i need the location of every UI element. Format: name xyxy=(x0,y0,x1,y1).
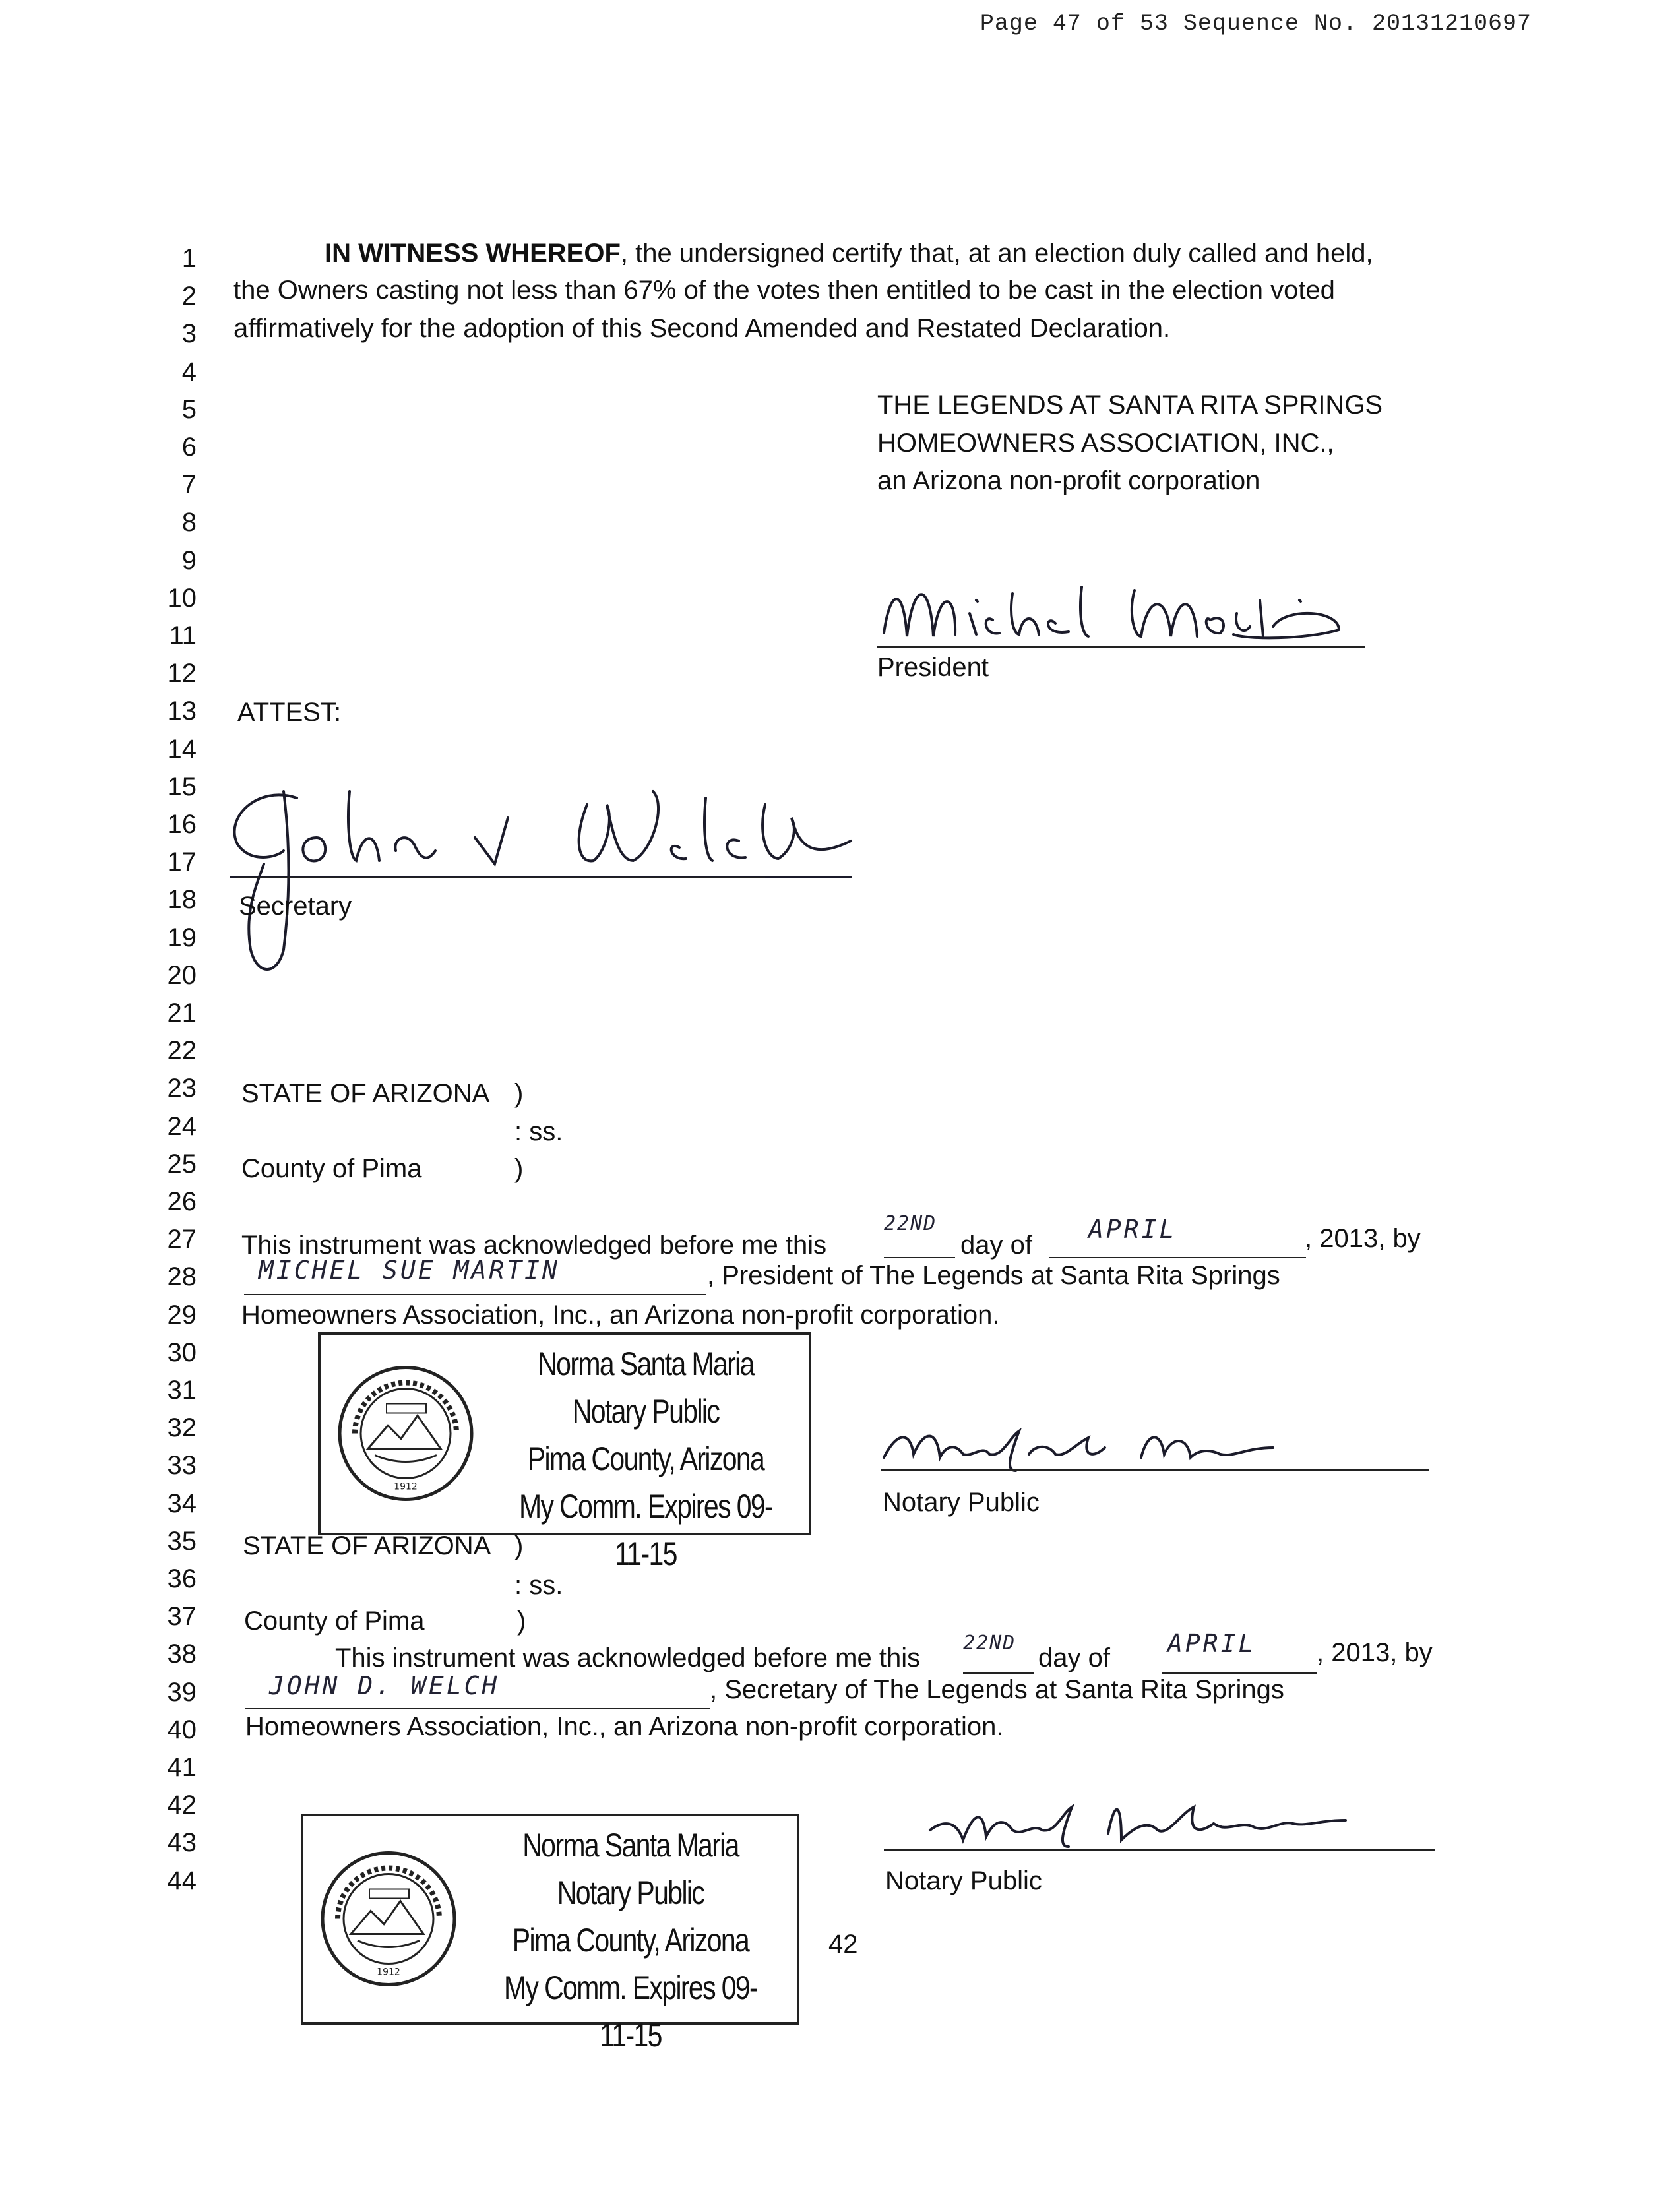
association-name-line-2: HOMEOWNERS ASSOCIATION, INC., xyxy=(877,429,1334,458)
line-number: 15 xyxy=(167,772,197,801)
ack1-name-line xyxy=(244,1294,706,1295)
line-number: 24 xyxy=(167,1111,197,1141)
ack1-month-handwritten: APRIL xyxy=(1088,1215,1177,1244)
line-number: 8 xyxy=(181,508,197,537)
ack2-month-line xyxy=(1162,1672,1317,1674)
line-number: 40 xyxy=(167,1715,197,1744)
president-signature-line xyxy=(877,646,1365,648)
line-number: 34 xyxy=(167,1488,197,1518)
line-number: 7 xyxy=(181,470,197,500)
ack2-text-a: This instrument was acknowledged before me this xyxy=(335,1643,921,1672)
line-number: 32 xyxy=(167,1413,197,1443)
stamp1-expiry: My Comm. Expires 09-11-15 xyxy=(518,1488,773,1572)
stamp2-county: Pima County, Arizona xyxy=(512,1922,749,1959)
ack2-notary-label: Notary Public xyxy=(885,1866,1042,1895)
ack1-day-handwritten: 22ND xyxy=(884,1212,937,1235)
line-number: 22 xyxy=(167,1036,197,1066)
witness-line-1 xyxy=(325,239,1373,268)
line-number: 31 xyxy=(167,1376,197,1405)
ack1-text-a: This instrument was acknowledged before me this xyxy=(241,1231,827,1260)
ack2-text-c: , 2013, by xyxy=(1317,1638,1433,1667)
line-number: 36 xyxy=(167,1564,197,1593)
line-number: 14 xyxy=(167,734,197,764)
ack1-ss: : ss. xyxy=(514,1117,563,1146)
ack2-name-handwritten: JOHN D. WELCH xyxy=(269,1671,500,1700)
page-number: 42 xyxy=(828,1930,858,1959)
line-number: 27 xyxy=(167,1225,197,1254)
state-seal-icon xyxy=(318,1849,460,1990)
line-number: 3 xyxy=(181,319,197,349)
line-number: 42 xyxy=(167,1791,197,1820)
line-number: 21 xyxy=(167,998,197,1027)
line-number: 25 xyxy=(167,1149,197,1179)
secretary-signature xyxy=(218,778,864,989)
line-number: 43 xyxy=(167,1828,197,1858)
ack2-name-line xyxy=(245,1708,710,1709)
line-number: 44 xyxy=(167,1866,197,1895)
ack1-text-e: Homeowners Association, Inc., an Arizona non-profit corporation. xyxy=(241,1301,1000,1330)
ack2-month-handwritten: APRIL xyxy=(1167,1629,1257,1658)
seal-year: 1912 xyxy=(377,1967,400,1978)
line-number: 37 xyxy=(167,1602,197,1632)
ack2-paren-bottom: ) xyxy=(517,1607,526,1636)
line-number: 26 xyxy=(167,1187,197,1216)
line-number: 10 xyxy=(167,583,197,613)
attest-label: ATTEST: xyxy=(237,698,342,727)
notary-signature-2 xyxy=(923,1794,1372,1853)
line-number: 1 xyxy=(181,244,197,273)
secretary-label: Secretary xyxy=(239,892,352,921)
line-number: 20 xyxy=(167,960,197,990)
line-number: 12 xyxy=(167,659,197,689)
ack1-paren-bottom: ) xyxy=(514,1154,524,1183)
ack2-text-d: , Secretary of The Legends at Santa Rita Springs xyxy=(710,1675,1284,1704)
line-number: 30 xyxy=(167,1337,197,1367)
stamp1-county: Pima County, Arizona xyxy=(527,1440,764,1477)
ack1-paren-top: ) xyxy=(514,1079,524,1108)
stamp2-name: Norma Santa Maria xyxy=(522,1827,739,1864)
ack2-paren-top: ) xyxy=(514,1531,524,1560)
notary-1-signature-line xyxy=(881,1469,1429,1471)
line-number: 18 xyxy=(167,885,197,915)
ack1-state: STATE OF ARIZONA xyxy=(241,1079,490,1108)
line-number: 9 xyxy=(181,545,197,575)
line-number: 33 xyxy=(167,1451,197,1481)
line-number: 6 xyxy=(181,433,197,462)
ack2-county: County of Pima xyxy=(244,1607,425,1636)
stamp2-expiry: My Comm. Expires 09-11-15 xyxy=(503,1969,758,2054)
association-name-line-3: an Arizona non-profit corporation xyxy=(877,466,1260,495)
line-number: 2 xyxy=(181,282,197,311)
ack1-name-handwritten: MICHEL SUE MARTIN xyxy=(259,1256,560,1285)
stamp1-title: Notary Public xyxy=(572,1393,720,1430)
notary-signature-1 xyxy=(877,1418,1299,1477)
ack1-day-line xyxy=(884,1257,955,1258)
page-header: Page 47 of 53 Sequence No. 20131210697 xyxy=(980,11,1532,37)
ack2-day-handwritten: 22ND xyxy=(963,1632,1016,1655)
witness-heading: IN WITNESS WHEREOF xyxy=(325,239,621,268)
ack1-county: County of Pima xyxy=(241,1154,422,1183)
ack2-text-b: day of xyxy=(1038,1643,1110,1672)
line-number: 41 xyxy=(167,1753,197,1782)
line-number: 4 xyxy=(181,357,197,386)
witness-line-2: the Owners casting not less than 67% of the votes then entitled to be cast in the election voted xyxy=(233,276,1335,305)
line-number: 17 xyxy=(167,847,197,877)
notary-2-signature-line xyxy=(884,1849,1435,1851)
line-number: 16 xyxy=(167,810,197,839)
witness-text: , the undersigned certify that, at an election duly called and held, xyxy=(620,239,1373,268)
line-number: 5 xyxy=(181,394,197,424)
ack1-text-d: , President of The Legends at Santa Rita Springs xyxy=(707,1261,1280,1290)
line-number: 35 xyxy=(167,1526,197,1556)
line-number: 29 xyxy=(167,1300,197,1330)
ack1-notary-label: Notary Public xyxy=(883,1488,1040,1517)
president-label: President xyxy=(877,653,989,682)
line-number: 28 xyxy=(167,1262,197,1292)
notary-stamp-2 xyxy=(301,1814,799,2054)
ack2-state: STATE OF ARIZONA xyxy=(243,1531,491,1560)
stamp1-name: Norma Santa Maria xyxy=(538,1345,754,1382)
ack2-day-line xyxy=(963,1672,1034,1674)
line-number: 19 xyxy=(167,923,197,952)
ack1-month-line xyxy=(1049,1257,1306,1258)
ack2-ss: : ss. xyxy=(514,1571,563,1600)
ack2-text-e: Homeowners Association, Inc., an Arizona non-profit corporation. xyxy=(245,1712,1004,1741)
ack1-text-b: day of xyxy=(960,1231,1032,1260)
line-number: 13 xyxy=(167,696,197,726)
association-name-line-1: THE LEGENDS AT SANTA RITA SPRINGS xyxy=(877,390,1383,419)
seal-year: 1912 xyxy=(394,1481,418,1492)
secretary-signature-line xyxy=(237,877,765,878)
witness-line-3: affirmatively for the adoption of this Second Amended and Restated Declaration. xyxy=(233,314,1171,343)
line-number: 23 xyxy=(167,1074,197,1103)
ack1-text-c: , 2013, by xyxy=(1305,1224,1421,1253)
line-number: 38 xyxy=(167,1640,197,1669)
stamp2-title: Notary Public xyxy=(557,1874,704,1911)
line-number: 11 xyxy=(169,621,197,650)
state-seal-icon xyxy=(335,1363,477,1505)
line-number: 39 xyxy=(167,1677,197,1707)
